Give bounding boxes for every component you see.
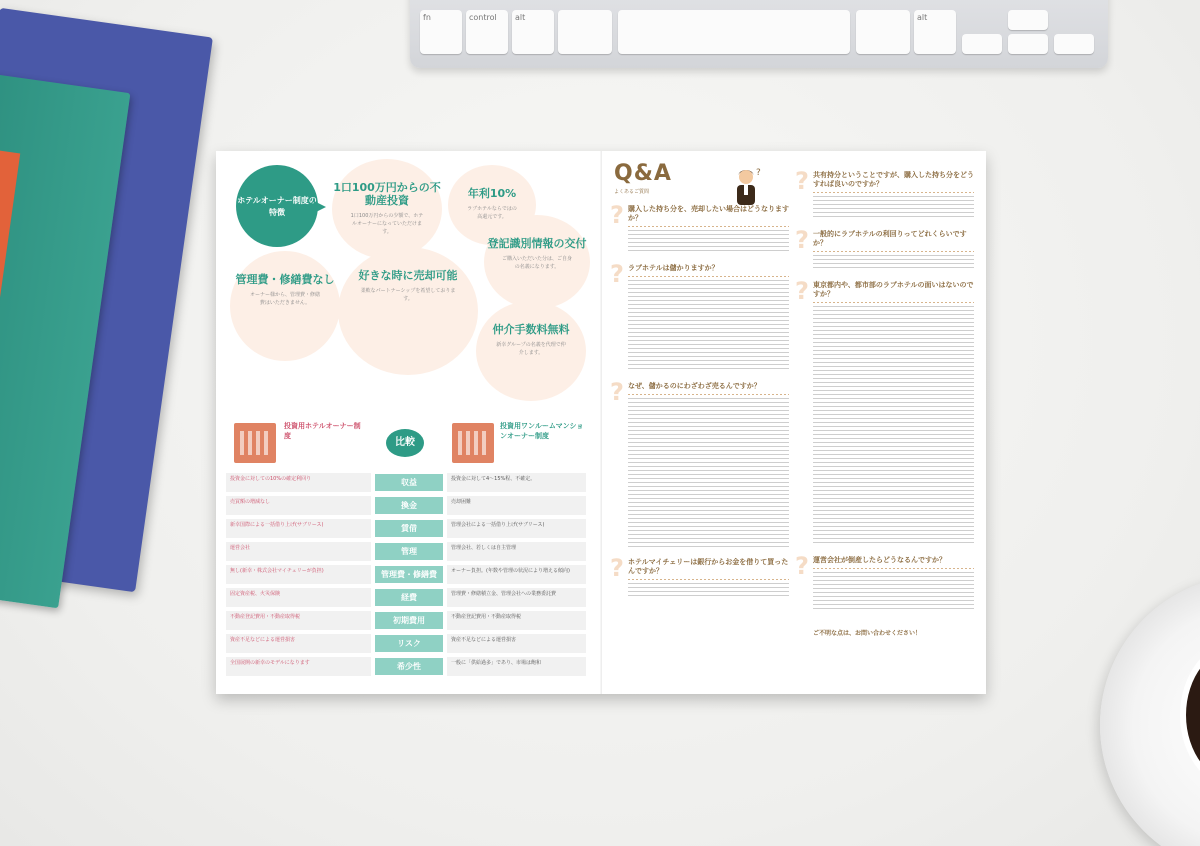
- key-arrow-down: [1008, 34, 1048, 54]
- table-row: [226, 609, 586, 631]
- feature-text: オーナー様から、管理費・修繕費はいただきません。: [249, 292, 320, 306]
- row-right: 不動産登記費用・不動産取得税: [447, 611, 586, 630]
- key-control: [466, 10, 508, 54]
- key-control-label: control: [469, 13, 497, 22]
- feature-bubble: [332, 159, 442, 259]
- row-right: 管理費・修繕積立金、管理会社への業務委託費: [447, 588, 586, 607]
- question-text: ? なぜ、儲かるのにわざわざ売るんですか？: [628, 382, 761, 390]
- row-right: 管理会社による一括借り上げ(サブリース): [447, 519, 586, 538]
- brochure-left-page: [216, 151, 601, 694]
- qa-item: [799, 230, 974, 271]
- qa-item: [614, 264, 789, 372]
- key-alt-right-label: alt: [917, 13, 928, 22]
- feature-title: 1口100万円からの不動産投資: [333, 181, 441, 207]
- row-label: 経費: [375, 589, 443, 606]
- row-left: 固定資産税、火災保険: [226, 588, 371, 607]
- qa-column-2: [799, 161, 974, 684]
- row-left: 運営会社: [226, 542, 371, 561]
- row-left: 無し(新幸・株式会社マイチェリーが負担): [226, 565, 371, 584]
- feature-text: 1口100万円からの少額で、ホテルオーナーになっていただけます。: [350, 213, 424, 235]
- key-alt-right: [914, 10, 956, 54]
- question-text: ? ラブホテルは儲かりますか？: [628, 264, 719, 272]
- hero-label: ホテルオーナー制度の特徴: [237, 196, 317, 217]
- qa-item: [614, 382, 789, 548]
- feature-bubble: [338, 247, 478, 375]
- row-right: 売却困難: [447, 496, 586, 515]
- feature-title: 年利10%: [467, 187, 517, 200]
- table-row: [226, 586, 586, 608]
- qa-item: [799, 281, 974, 546]
- feature-title: 好きな時に売却可能: [358, 269, 458, 282]
- row-left: 全国展開の新幸のモデルになります: [226, 657, 371, 676]
- brochure: [216, 151, 986, 694]
- key-arrow-up: [1008, 10, 1048, 30]
- question-text: ? 運営会社が倒産したらどうなるんですか？: [813, 556, 946, 564]
- feature-bubble: [484, 215, 590, 309]
- feature-title: 管理費・修繕費なし: [235, 273, 335, 286]
- row-label: 希少性: [375, 658, 443, 675]
- qa-column-1: [614, 161, 789, 684]
- feature-text: ご購入いただいた分は、ご自身の名義になります。: [502, 256, 573, 270]
- qa-title: Q&A: [614, 161, 672, 186]
- table-row: [226, 540, 586, 562]
- table-row: [226, 632, 586, 654]
- feature-bubble: [230, 251, 340, 361]
- table-row: [226, 494, 586, 516]
- brochure-right-page: [601, 151, 986, 694]
- table-row: [226, 471, 586, 493]
- contact-note: ご不明な点は、お問い合わせください！: [813, 630, 922, 637]
- key-space: [618, 10, 850, 54]
- svg-text:?: ?: [756, 168, 761, 178]
- qa-item: [614, 205, 789, 254]
- qa-item: [799, 171, 974, 220]
- table-row: [226, 517, 586, 539]
- question-text: ? 東京都内や、都市部のラブホテルの面いはないのですか？: [813, 281, 974, 298]
- feature-text: 新幸グループの名義を代理で仲介します。: [496, 342, 566, 356]
- row-label: 賃借: [375, 520, 443, 537]
- question-text: ? 共有持分ということですが、購入した持ち分をどうすれば良いのですか？: [813, 171, 974, 188]
- compare-right-heading: 投資用ワンルームマンションオーナー制度: [500, 422, 584, 440]
- key-cmd-left: [558, 10, 612, 54]
- row-label: 換金: [375, 497, 443, 514]
- compare-table: [226, 471, 586, 678]
- row-right: オーナー負担。(年数や管理の状況により増える傾向): [447, 565, 586, 584]
- key-fn-label: fn: [423, 13, 431, 22]
- key-arrow-right: [1054, 34, 1094, 54]
- row-left: 資産不足などによる運営損害: [226, 634, 371, 653]
- key-fn: [420, 10, 462, 54]
- feature-bubble: [476, 301, 586, 401]
- table-row: [226, 563, 586, 585]
- row-label: 管理: [375, 543, 443, 560]
- feature-title: 登記識別情報の交付: [487, 237, 587, 250]
- hero-badge: [236, 165, 318, 247]
- row-label: リスク: [375, 635, 443, 652]
- row-label: 初期費用: [375, 612, 443, 629]
- qa-subtitle: よくあるご質問: [614, 189, 650, 195]
- key-alt-label: alt: [515, 13, 526, 22]
- row-right: 投資金に対して4〜15%程、不確定。: [447, 473, 586, 492]
- row-right: 資産不足などによる運営損害: [447, 634, 586, 653]
- row-label: 収益: [375, 474, 443, 491]
- keyboard: [410, 0, 1108, 68]
- key-alt-left: [512, 10, 554, 54]
- table-row: [226, 655, 586, 677]
- feature-text: 柔軟なパートナーシップを希望しております。: [360, 288, 456, 302]
- question-text: ? 一般的にラブホテルの利回りってどれくらいですか？: [813, 230, 967, 247]
- qa-item: [799, 556, 974, 612]
- qa-item: [614, 558, 789, 597]
- thinking-person-icon: [729, 167, 763, 207]
- compare-badge: 比較: [386, 429, 424, 457]
- row-right: 管理会社、若しくは自主管理: [447, 542, 586, 561]
- compare-left-heading: 投資用ホテルオーナー制度: [284, 422, 361, 440]
- feature-title: 仲介手数料無料: [492, 323, 570, 336]
- key-arrow-left: [962, 34, 1002, 54]
- question-text: ? ホテルマイチェリーは銀行からお金を借りて買ったんですか？: [628, 558, 789, 575]
- key-cmd-right: [856, 10, 910, 54]
- row-label: 管理費・修繕費: [375, 566, 443, 583]
- feature-text: ラブホテルならではの高還元です。: [467, 206, 517, 220]
- row-left: 投資金に対しての10%の確定利回り: [226, 473, 371, 492]
- hotel-building-icon: [234, 423, 276, 463]
- row-left: 新幸国際による一括借り上げ(サブリース): [226, 519, 371, 538]
- row-left: 売買額の増減なし: [226, 496, 371, 515]
- question-text: ? 購入した持ち分を、売却したい場合はどうなりますか？: [628, 205, 789, 222]
- apartment-building-icon: [452, 423, 494, 463]
- row-left: 不動産登記費用・不動産取得税: [226, 611, 371, 630]
- row-right: 一般に「供給過多」であり、市場は飽和: [447, 657, 586, 676]
